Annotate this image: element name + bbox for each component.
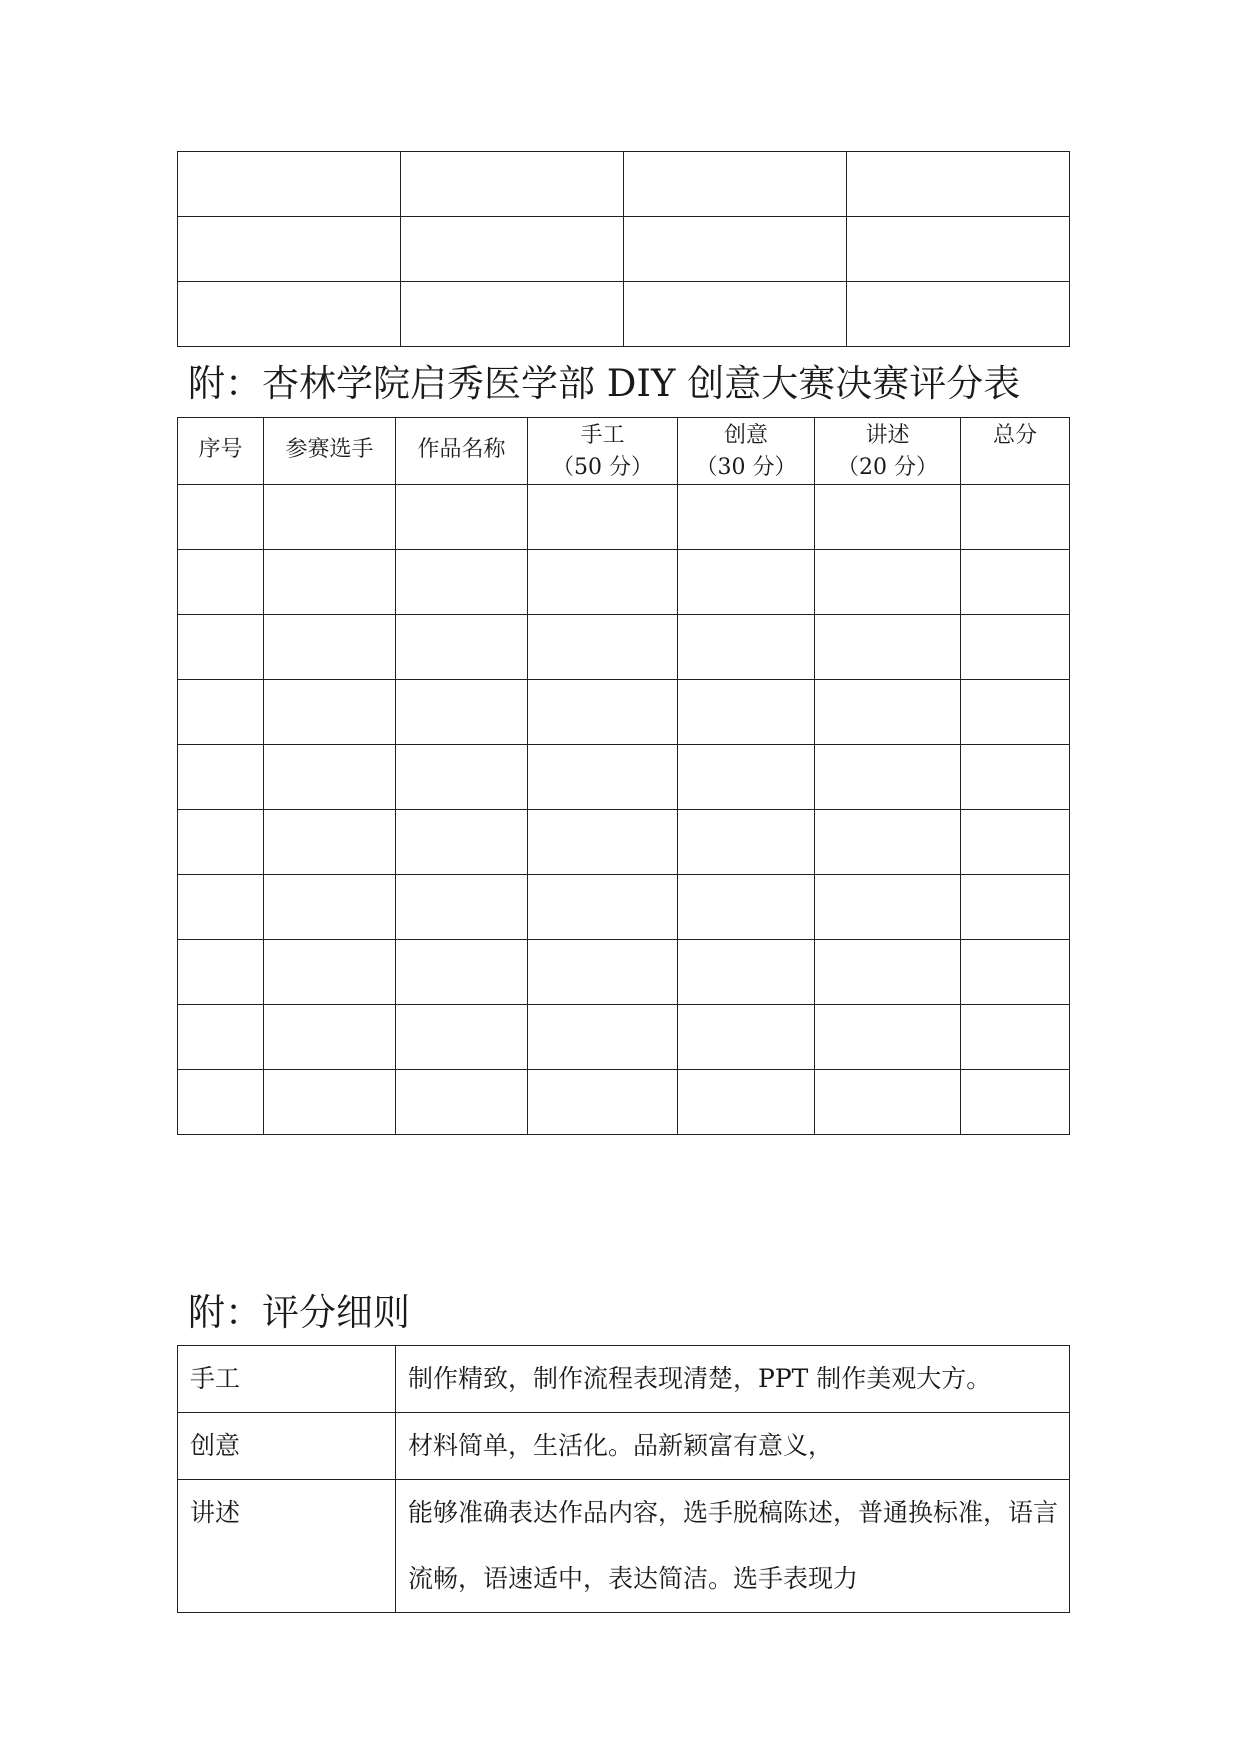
- column-header-creativity: 创意 （30 分）: [678, 418, 815, 485]
- table-cell: [624, 217, 847, 282]
- table-cell: [178, 1070, 264, 1135]
- table-cell: [264, 875, 396, 940]
- table-cell: [624, 282, 847, 347]
- table-cell: [396, 680, 528, 745]
- table-row: [178, 745, 1070, 810]
- table-cell: [815, 875, 961, 940]
- table-cell: [528, 550, 678, 615]
- score-sheet-table: [177, 417, 1070, 1135]
- table-cell: [528, 1005, 678, 1070]
- table-cell: [264, 940, 396, 1005]
- table-cell: [624, 152, 847, 217]
- table-cell: [815, 810, 961, 875]
- table-cell: [396, 810, 528, 875]
- table-cell: [678, 745, 815, 810]
- table-cell: [961, 550, 1070, 615]
- table-cell: [178, 1005, 264, 1070]
- table-cell: [401, 152, 624, 217]
- table-cell: [961, 680, 1070, 745]
- criteria-description: 制作精致，制作流程表现清楚，PPT 制作美观大方。: [396, 1346, 1070, 1413]
- table-cell: [178, 152, 401, 217]
- table-row: [178, 810, 1070, 875]
- table-cell: [528, 875, 678, 940]
- table-cell: [178, 615, 264, 680]
- table-cell: [396, 615, 528, 680]
- table-row: [178, 940, 1070, 1005]
- table-row: [178, 875, 1070, 940]
- criteria-description: 材料简单，生活化。品新颖富有意义，: [396, 1413, 1070, 1480]
- table-cell: [815, 745, 961, 810]
- table-cell: [528, 485, 678, 550]
- table-cell: [264, 550, 396, 615]
- table-cell: [678, 875, 815, 940]
- table-cell: [847, 282, 1070, 347]
- table-cell: [528, 1070, 678, 1135]
- table-cell: [528, 745, 678, 810]
- criteria-table: [177, 1345, 1070, 1613]
- table-cell: [678, 1070, 815, 1135]
- table-cell: [264, 810, 396, 875]
- score-sheet-header-row: [178, 418, 1070, 485]
- table-row: [178, 217, 1070, 282]
- column-header-work-name: 作品名称: [396, 418, 528, 485]
- table-cell: [264, 745, 396, 810]
- table-cell: [815, 680, 961, 745]
- table-cell: [678, 615, 815, 680]
- table-cell: [961, 615, 1070, 680]
- table-cell: [178, 485, 264, 550]
- table-cell: [815, 550, 961, 615]
- table-cell: [815, 1005, 961, 1070]
- table-row: [178, 1070, 1070, 1135]
- table-cell: [678, 940, 815, 1005]
- table-cell: [264, 1070, 396, 1135]
- table-cell: [401, 217, 624, 282]
- criteria-item: 创意: [178, 1413, 396, 1480]
- table-cell: [528, 680, 678, 745]
- table-cell: [678, 680, 815, 745]
- table-cell: [396, 485, 528, 550]
- table-cell: [396, 940, 528, 1005]
- table-cell: [178, 875, 264, 940]
- table-row: [178, 1005, 1070, 1070]
- table-cell: [961, 485, 1070, 550]
- table-row: [178, 282, 1070, 347]
- table-cell: [396, 550, 528, 615]
- table-row: [178, 485, 1070, 550]
- table-cell: [528, 810, 678, 875]
- table-cell: [678, 810, 815, 875]
- table-cell: [178, 217, 401, 282]
- table-cell: [178, 940, 264, 1005]
- table-cell: [178, 282, 401, 347]
- column-header-total: 总分: [961, 418, 1070, 485]
- score-sheet-title: 附：杏林学院启秀医学部 DIY 创意大赛决赛评分表: [188, 362, 1021, 405]
- column-header-presentation: 讲述 （20 分）: [815, 418, 961, 485]
- table-cell: [815, 940, 961, 1005]
- column-header-number: 序号: [178, 418, 264, 485]
- table-cell: [961, 875, 1070, 940]
- table-cell: [847, 217, 1070, 282]
- table-cell: [264, 1005, 396, 1070]
- table-cell: [815, 485, 961, 550]
- table-row: [178, 152, 1070, 217]
- table-cell: [815, 1070, 961, 1135]
- table-cell: [815, 615, 961, 680]
- criteria-item: 讲述: [178, 1480, 396, 1613]
- criteria-item: 手工: [178, 1346, 396, 1413]
- table-row: [178, 550, 1070, 615]
- table-cell: [847, 152, 1070, 217]
- table-cell: [678, 550, 815, 615]
- table-cell: [396, 1005, 528, 1070]
- criteria-row: [178, 1480, 1070, 1613]
- table-row: [178, 615, 1070, 680]
- table-cell: [178, 680, 264, 745]
- table-cell: [961, 940, 1070, 1005]
- column-header-contestant: 参赛选手: [264, 418, 396, 485]
- table-cell: [961, 1005, 1070, 1070]
- table-cell: [528, 940, 678, 1005]
- table-cell: [528, 615, 678, 680]
- criteria-row: [178, 1346, 1070, 1413]
- table-cell: [264, 680, 396, 745]
- table-cell: [396, 1070, 528, 1135]
- blank-table: [177, 151, 1070, 347]
- table-cell: [178, 745, 264, 810]
- table-row: [178, 680, 1070, 745]
- column-header-handcraft: 手工 （50 分）: [528, 418, 678, 485]
- table-cell: [178, 550, 264, 615]
- table-cell: [961, 1070, 1070, 1135]
- table-cell: [678, 1005, 815, 1070]
- table-cell: [178, 810, 264, 875]
- table-cell: [264, 485, 396, 550]
- criteria-row: [178, 1413, 1070, 1480]
- table-cell: [396, 875, 528, 940]
- table-cell: [961, 810, 1070, 875]
- table-cell: [961, 745, 1070, 810]
- table-cell: [678, 485, 815, 550]
- criteria-description: 能够准确表达作品内容，选手脱稿陈述，普通换标准，语言流畅，语速适中，表达简洁。选手表现力: [396, 1480, 1070, 1613]
- table-cell: [264, 615, 396, 680]
- table-cell: [396, 745, 528, 810]
- criteria-title: 附：评分细则: [188, 1291, 410, 1334]
- table-cell: [401, 282, 624, 347]
